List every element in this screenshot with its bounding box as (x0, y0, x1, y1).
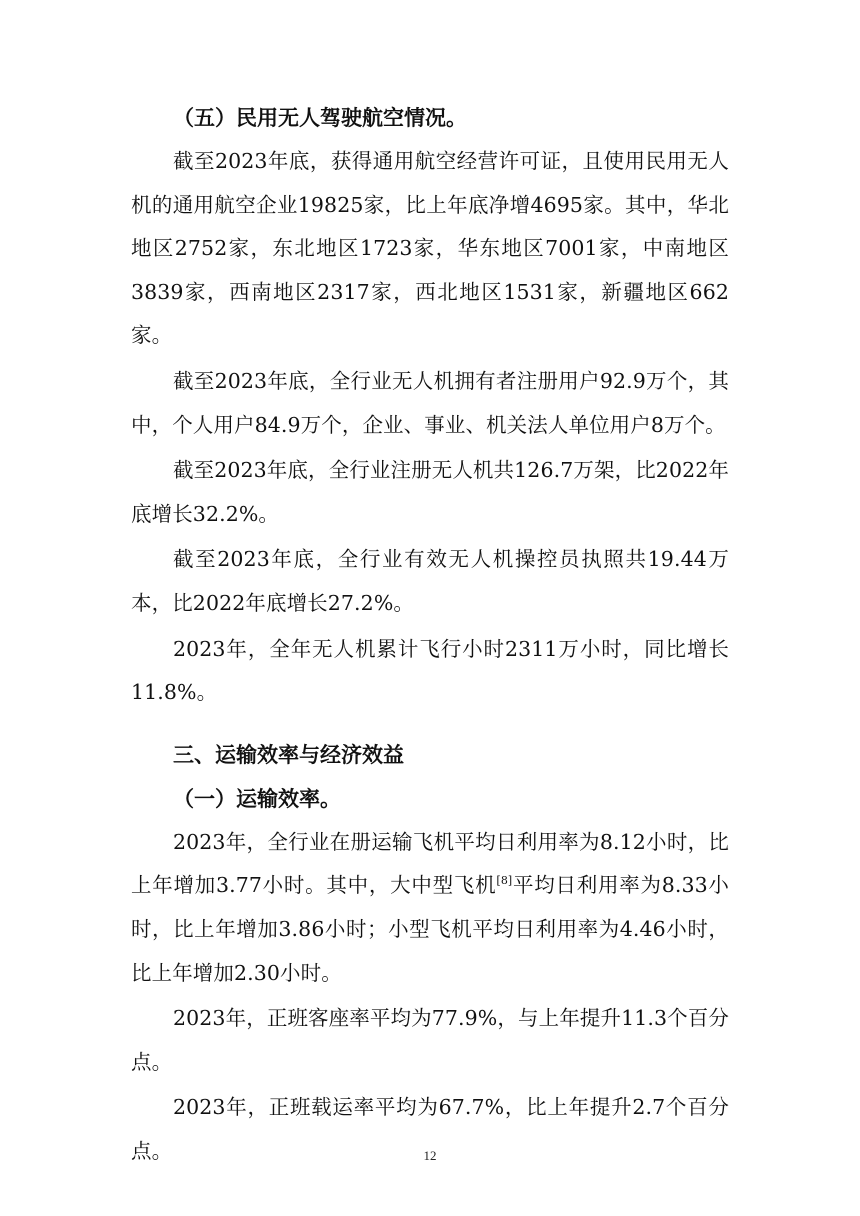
paragraph-uav-enterprises: 截至2023年底，获得通用航空经营许可证，且使用民用无人机的通用航空企业19825家，比上年底净增4695家。其中，华北地区2752家，东北地区1723家，华东地区7001家，中南地区3839家，西南地区2317家，西北地区1531家，新疆地区662家。 (131, 149, 729, 348)
paragraph-uav-registered-users: 截至2023年底，全行业无人机拥有者注册用户92.9万个，其中，个人用户84.9万个，企业、事业、机关法人单位用户8万个。 (131, 368, 729, 437)
footnote-reference: [8] (496, 874, 513, 888)
paragraph-uav-registered-drones: 截至2023年底，全行业注册无人机共126.7万架，比2022年底增长32.2%。 (131, 458, 729, 526)
paragraph-uav-flight-hours: 2023年，全年无人机累计飞行小时2311万小时，同比增长11.8%。 (131, 636, 729, 705)
chapter-heading-efficiency: 三、运输效率与经济效益 (173, 742, 404, 767)
page-body (131, 96, 729, 1173)
paragraph-load-factor: 2023年，正班载运率平均为67.7%，比上年提升2.7个百分点。 (131, 1095, 729, 1163)
subsection-heading-transport-efficiency: （一）运输效率。 (173, 786, 341, 811)
section-heading-uav: （五）民用无人驾驶航空情况。 (173, 106, 467, 130)
paragraph-uav-operator-licenses: 截至2023年底，全行业有效无人机操控员执照共19.44万本，比2022年底增长27.2%。 (131, 547, 729, 615)
utilization-text-part2: 平均日利用率为8.33小时，比上年增加3.86小时；小型飞机平均日利用率为4.46小时，比上年增加2.30小时。 (131, 873, 729, 985)
page-number: 12 (423, 1148, 437, 1163)
paragraph-passenger-load-factor: 2023年，正班客座率平均为77.9%，与上年提升11.3个百分点。 (131, 1006, 729, 1074)
utilization-text-part1: 2023年，全行业在册运输飞机平均日利用率为8.12小时，比上年增加3.77小时。其中，大中型飞机 (131, 829, 729, 898)
paragraph-aircraft-utilization (131, 821, 729, 995)
